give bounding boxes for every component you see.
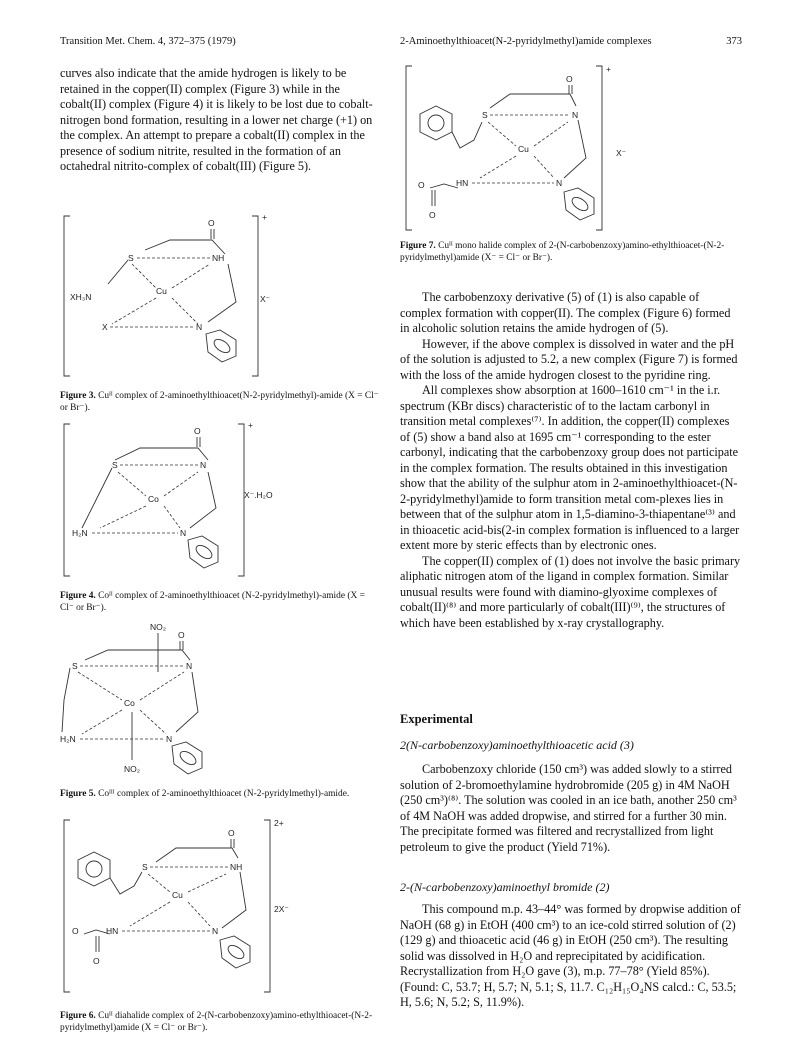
hn-label: HN — [456, 178, 469, 188]
charge-label: + — [262, 212, 267, 222]
carbonyl-o-label: O — [208, 218, 215, 228]
carbonyl-o-bottom-label: O — [93, 956, 100, 966]
nh-label: NH — [212, 253, 225, 263]
figure-5-caption-text: Coᴵᴵᴵ complex of 2-aminoethylthioacet (N-2-pyridylmethyl)-amide. — [98, 789, 350, 799]
ester-o-label: O — [418, 180, 425, 190]
subheading-compound-3: 2(N-carbobenzoxy)aminoethylthioacetic acid (3) — [400, 738, 634, 752]
figure-4-caption-label: Figure 4. — [60, 591, 96, 601]
carbonyl-o-bottom-label: O — [429, 210, 436, 220]
section-heading-experimental: Experimental — [400, 712, 473, 726]
pyridine-n-label: N — [166, 734, 173, 744]
no2-top-label: NO₂ — [150, 622, 167, 632]
pyridine-n-label: N — [196, 322, 203, 332]
hn-label: HN — [106, 926, 119, 936]
figure-5-structure — [60, 620, 380, 780]
cu-center-label: Cu — [156, 286, 167, 296]
left-column-text — [60, 66, 380, 175]
co-center-label: Co — [148, 494, 159, 504]
experimental-paragraph-2-block — [400, 902, 742, 1011]
figure-3-caption-text: Cuᴵᴵ complex of 2-aminoethylthioacet(N-2-pyridylmethyl)-amide (X = Cl⁻ or Br⁻). — [60, 391, 379, 413]
nh-label: NH — [230, 862, 243, 872]
carbonyl-o-label: O — [178, 630, 185, 640]
amide-n-label: N — [200, 460, 207, 470]
figure-7-caption — [400, 240, 742, 264]
figure-5 — [60, 620, 380, 785]
figure-7 — [400, 60, 742, 245]
h2n-label: H₂N — [72, 528, 88, 538]
carbonyl-o-label: O — [194, 426, 201, 436]
experimental-paragraph-1-block — [400, 762, 742, 855]
s-atom-label: S — [72, 661, 78, 671]
paragraph-right-4: The copper(II) complex of (1) does not involve the basic primary aliphatic nitrogen atom of the ligand in complex formation. Similar unusual results were found with diamino-glyoxime complexes of cobalt(II)⁽⁸⁾ and more particularly of cobalt(III)⁽⁹⁾, the structures of which have been established by x-ray crystallography. — [400, 553, 741, 630]
page-number: 373 — [726, 36, 742, 47]
x-ligand-label: X — [102, 322, 108, 332]
carbonyl-o-label: O — [228, 828, 235, 838]
s-atom-label: S — [128, 253, 134, 263]
carbonyl-o-label: O — [566, 74, 573, 84]
figure-4-caption — [60, 590, 380, 614]
cu-center-label: Cu — [518, 144, 529, 154]
no2-bottom-label: NO₂ — [124, 764, 141, 774]
paragraph-right-1: The carbobenzoxy derivative (5) of (1) is also capable of complex formation with copper(II). The complex (Figure 6) formed in alcoholic solution retains the amide hydrogen of (5). — [400, 290, 731, 335]
amide-n-label: N — [186, 661, 193, 671]
experimental-paragraph-1: Carbobenzoxy chloride (150 cm³) was added slowly to a stirred solution of 2-bromoethylamine hydrobromide (205 g) in 4M NaOH (250 cm³)⁽⁸⁾. The solution was cooled in an ice bath, another 250 cm³ of 4M NaOH was added dropwise, and stirred for a further 30 min. The precipitate formed was filtered and recrystallized from light petroleum to give the product (Yield 71%). — [400, 762, 737, 854]
figure-3-caption — [60, 390, 380, 414]
charge-label: 2+ — [274, 818, 284, 828]
figure-3-structure — [60, 212, 380, 387]
co-center-label: Co — [124, 698, 135, 708]
figure-3 — [60, 212, 380, 392]
charge-label: + — [248, 420, 253, 430]
figure-6 — [60, 816, 380, 1011]
figure-6-caption-text: Cuᴵᴵ diahalide complex of 2-(N-carbobenzoxy)amino-ethylthioacet-(N-2-pyridylmethyl)amide (X = Cl⁻ or Br⁻). — [60, 1011, 373, 1033]
paragraph-right-2: However, if the above complex is dissolved in water and the pH of the solution is adjusted to 5.2, a new complex (Figure 7) is formed with the loss of the amide hydrogen closest to the pyridine ring. — [400, 336, 738, 382]
charge-label: + — [606, 64, 611, 74]
paragraph-left-1: curves also indicate that the amide hydrogen is likely to be retained in the copper(II) complex (Figure 3) while in the cobalt(II) complex (Figure 4) it is likely to be lost due to cobalt-nitrogen bond formation, resulting in a lower net charge (+1) on the complex. An attempt to prepare a cobalt(II) complex in the presence of sodium nitrite, resulted in the formation of an octahedral nitrito-complex of cobalt(III) (Figure 5). — [60, 66, 373, 173]
running-header-journal: Transition Met. Chem. 4, 372–375 (1979) — [60, 36, 236, 47]
figure-3-caption-label: Figure 3. — [60, 391, 96, 401]
pyridine-n-label: N — [180, 528, 187, 538]
pyridine-n-label: N — [212, 926, 219, 936]
counter-anion-label: X⁻ — [260, 294, 271, 304]
figure-6-caption — [60, 1010, 380, 1034]
s-atom-label: S — [482, 110, 488, 120]
pyridine-n-label: N — [556, 178, 563, 188]
s-atom-label: S — [112, 460, 118, 470]
subheading-compound-2: 2-(N-carbobenzoxy)aminoethyl bromide (2) — [400, 880, 610, 894]
counter-anion-label: X⁻.H₂O — [244, 490, 273, 500]
ester-o-label: O — [72, 926, 79, 936]
figure-7-structure — [400, 60, 742, 240]
figure-4-caption-text: Coᴵᴵ complex of 2-aminoethylthioacet (N-2-pyridylmethyl)-amide (X = Cl⁻ or Br⁻). — [60, 591, 365, 613]
s-atom-label: S — [142, 862, 148, 872]
figure-4 — [60, 420, 380, 590]
figure-6-structure — [60, 816, 380, 1006]
right-column-text — [400, 290, 742, 631]
experimental-paragraph-2: This compound m.p. 43–44° was formed by dropwise addition of NaOH (68 g) in EtOH (400 cm³) to an ice-cold stirred solution of (2) (129 g) and thioacetic acid (46 g) in EtOH (250 cm³). The resulting solid was dissolved in H₂O and reprecipitated by acidification. Recrystallization from H₂O gave (3), m.p. 77–78° (Yield 85%). (Found: C, 53.7; H, 5.7; N, 5.1; S, 11.7. C₁₂H₁₅O₄NS calcd.: C, 53.5; H, 5.6; N, 5.2; S, 11.9%). — [400, 902, 741, 1009]
running-header-title: 2-Aminoethylthioacet(N-2-pyridylmethyl)amide complexes — [400, 36, 652, 47]
h2n-label: H₂N — [60, 734, 76, 744]
figure-5-caption — [60, 788, 380, 800]
figure-6-caption-label: Figure 6. — [60, 1011, 96, 1021]
figure-4-structure — [60, 420, 380, 585]
amide-n-label: N — [572, 110, 579, 120]
cu-center-label: Cu — [172, 890, 183, 900]
counter-anion-label: X⁻ — [616, 148, 627, 158]
xh3n-label: XH₃N — [70, 292, 92, 302]
counter-anion-label: 2X⁻ — [274, 904, 289, 914]
figure-7-caption-label: Figure 7. — [400, 241, 436, 251]
figure-7-caption-text: Cuᴵᴵ mono halide complex of 2-(N-carbobenzoxy)amino-ethylthioacet-(N-2-pyridylmethyl)amide (X⁻ = Cl⁻ or Br⁻). — [400, 241, 725, 263]
paragraph-right-3: All complexes show absorption at 1600–1610 cm⁻¹ in the i.r. spectrum (KBr discs) characteristic of to the lactam carbonyl in transition metal complexes⁽⁷⁾. In addition, the copper(II) complexes of (5) show a band also at 1695 cm⁻¹ corresponding to the ester carbonyl, indicating that the carbobenzoxy group does not participate in the complex formation. The results obtained in this investigation show that the ability of the sulphur atom in 2-aminoethylthioacet-(N-2-pyridylmethyl)amide to form transition metal com-plexes lies in between that of the sulphur atom in 1,5-diamino-3-thiapentane⁽³⁾ and in thioacetic acid-bis(2-in complex formation is influenced to a larger extent more by steric effects than by electronic ones. — [400, 383, 740, 552]
figure-5-caption-label: Figure 5. — [60, 789, 96, 799]
